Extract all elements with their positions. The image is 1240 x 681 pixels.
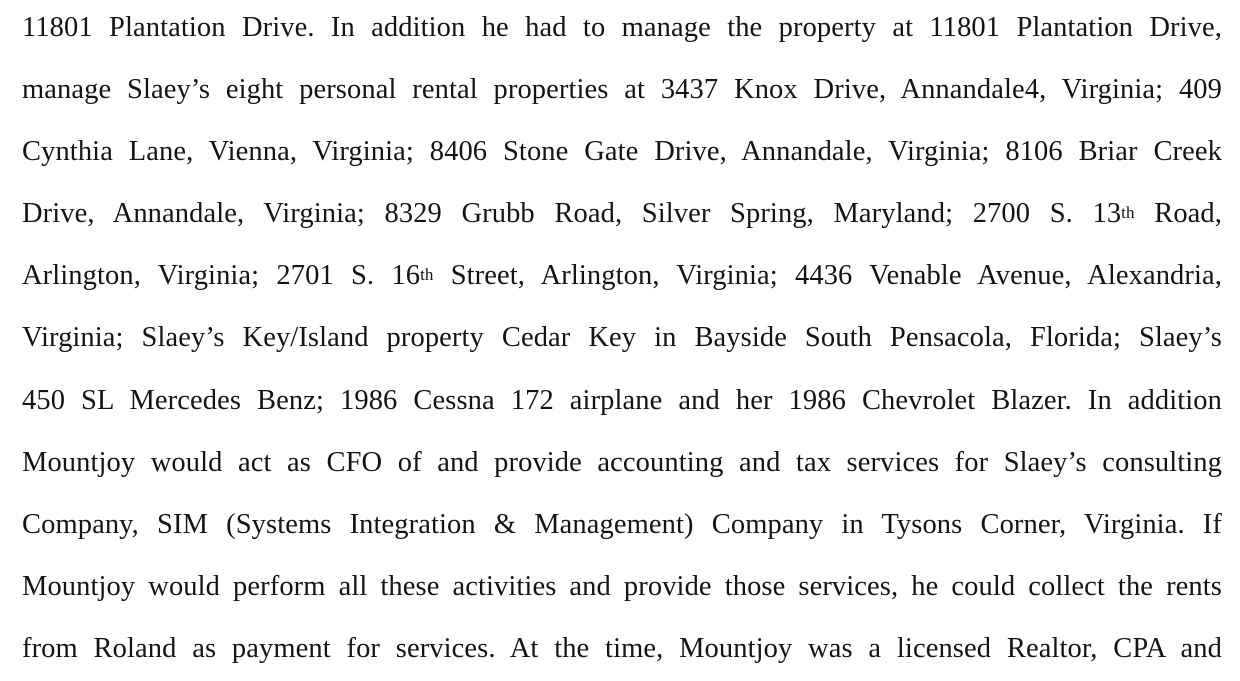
text-line	[22, 194, 1222, 234]
text-line: from Roland as payment for services. At the time, Mountjoy was a licensed Realtor, CPA and	[22, 633, 1222, 664]
text-line: Mountjoy would act as CFO of and provide accounting and tax services for Slaey’s consulting	[22, 447, 1222, 478]
text-line: Mountjoy would perform all these activities and provide those services, he could collect the rents	[22, 571, 1222, 602]
document-page	[22, 0, 1222, 681]
text-segment: Street, Arlington, Virginia; 4436 Venable Avenue, Alexandria,	[433, 260, 1222, 291]
text-line: Cynthia Lane, Vienna, Virginia; 8406 Stone Gate Drive, Annandale, Virginia; 8106 Briar Creek	[22, 136, 1222, 167]
text-segment: Arlington, Virginia; 2701 S. 16	[22, 260, 421, 291]
text-segment: Road,	[1134, 198, 1222, 229]
ordinal-superscript: th	[420, 265, 434, 284]
text-line: 450 SL Mercedes Benz; 1986 Cessna 172 airplane and her 1986 Chevrolet Blazer. In addition	[22, 385, 1222, 416]
ordinal-superscript: th	[1121, 203, 1135, 222]
text-line: 11801 Plantation Drive. In addition he had to manage the property at 11801 Plantation Drive,	[22, 12, 1222, 43]
text-line: manage Slaey’s eight personal rental properties at 3437 Knox Drive, Annandale4, Virginia; 409	[22, 74, 1222, 105]
text-line	[22, 256, 1222, 296]
text-segment: Drive, Annandale, Virginia; 8329 Grubb Road, Silver Spring, Maryland; 2700 S. 13	[22, 198, 1122, 229]
text-line: Virginia; Slaey’s Key/Island property Cedar Key in Bayside South Pensacola, Florida; Slaey’s	[22, 322, 1222, 353]
text-line: Company, SIM (Systems Integration & Management) Company in Tysons Corner, Virginia. If	[22, 509, 1222, 540]
